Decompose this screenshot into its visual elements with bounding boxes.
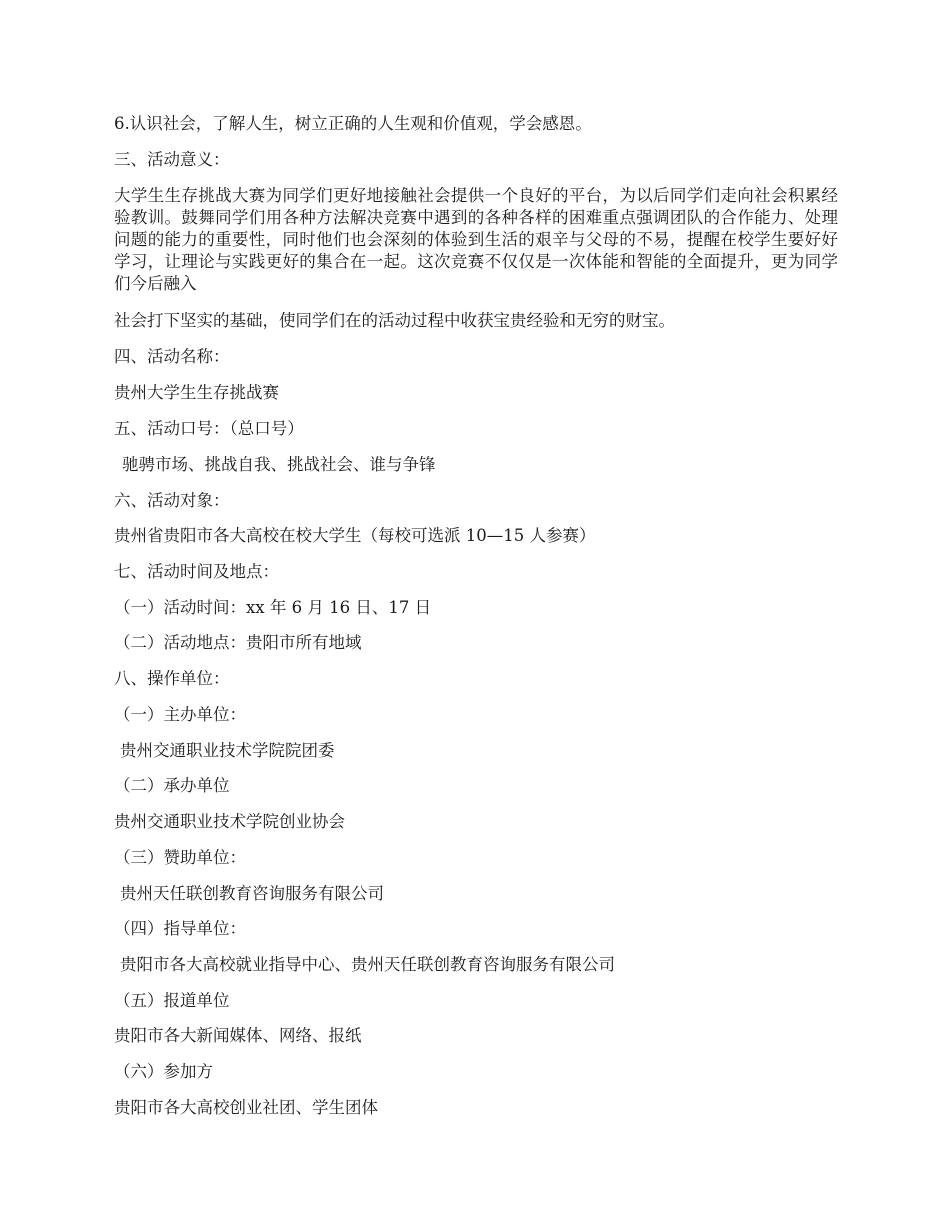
activity-name: 贵州大学生生存挑战赛 (114, 383, 279, 402)
guidance-names: 贵阳市各大高校就业指导中心、贵州天任联创教育咨询服务有限公司 (120, 955, 615, 974)
paragraph-continuation: 社会打下坚实的基础，使同学们在的活动过程中收获宝贵经验和无穷的财宝。 (114, 311, 675, 330)
paragraph-activity-significance: 大学生生存挑战大赛为同学们更好地接触社会提供一个良好的平台，为以后同学们走向社会积累经验教训。鼓舞同学们用各种方法解决竞赛中遇到的各种各样的困难重点强调团队的合作能力、处理问题的能力的重要性，同时他们也会深刻的体验到生活的艰辛与父母的不易，提醒在校学生要好好学习，让理论与实践更好的集合在一起。这次竞赛不仅仅是一次体能和智能的全面提升，更为同学们今后融入 (114, 186, 838, 293)
section-heading-4: 四、活动名称： (114, 347, 230, 366)
section-heading-7: 七、活动时间及地点： (114, 562, 279, 581)
section-heading-6: 六、活动对象： (114, 491, 230, 510)
subheading-sponsor: （三）赞助单位： (114, 848, 246, 867)
subheading-reporting: （五）报道单位 (114, 991, 230, 1010)
activity-time: （一）活动时间：xx 年 6 月 16 日、17 日 (114, 598, 432, 617)
reporting-names: 贵阳市各大新闻媒体、网络、报纸 (114, 1026, 362, 1045)
list-item-6: 6.认识社会，了解人生，树立正确的人生观和价值观，学会感恩。 (114, 114, 592, 133)
activity-location: （二）活动地点：贵阳市所有地域 (114, 633, 362, 652)
subheading-organizer: （一）主办单位： (114, 705, 246, 724)
section-heading-3: 三、活动意义： (114, 150, 230, 169)
section-heading-5: 五、活动口号：（总口号） (114, 419, 304, 438)
participant-names: 贵阳市各大高校创业社团、学生团体 (114, 1098, 378, 1117)
sponsor-name: 贵州天任联创教育咨询服务有限公司 (120, 884, 384, 903)
activity-target: 贵州省贵阳市各大高校在校大学生（每校可选派 10—15 人参赛） (114, 526, 596, 545)
organizer-name: 贵州交通职业技术学院院团委 (120, 741, 335, 760)
subheading-participants: （六）参加方 (114, 1062, 213, 1081)
subheading-guidance: （四）指导单位： (114, 919, 246, 938)
subheading-undertaker: （二）承办单位 (114, 776, 230, 795)
undertaker-name: 贵州交通职业技术学院创业协会 (114, 812, 345, 831)
activity-slogan: 驰骋市场、挑战自我、挑战社会、谁与争锋 (122, 455, 436, 474)
section-heading-8: 八、操作单位： (114, 669, 230, 688)
